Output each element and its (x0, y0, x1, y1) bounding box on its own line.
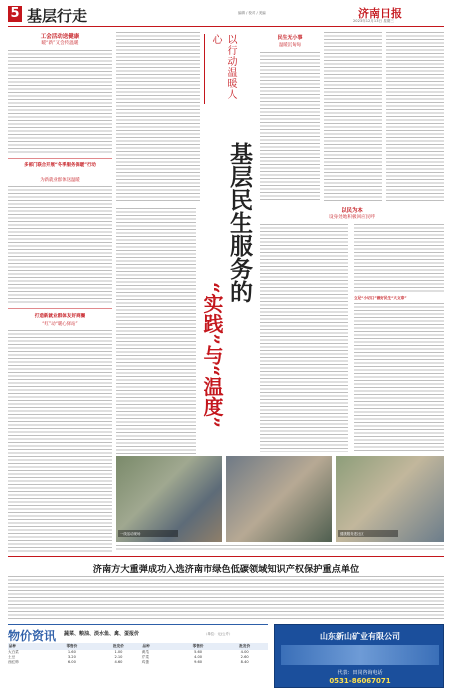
price-cell: 芹菜 (141, 654, 149, 659)
left-article-2-title: 多部门联合开展“冬季服务保暖”行动 (24, 163, 96, 168)
price-header-wholesale: 批发价 (113, 643, 124, 648)
left-article-1-body (8, 50, 112, 154)
photo-right-caption: 健康服务进社区 (338, 530, 398, 537)
price-table (8, 643, 268, 665)
feature-body-left (116, 32, 200, 202)
mid-article-1-title: 民生无小事 (277, 35, 303, 41)
price-cell: 4.00 (240, 650, 249, 655)
left-article-1-subtitle: 暖“新”又会传温暖 (41, 41, 79, 46)
feature-body-lower (116, 208, 196, 468)
price-header-retail-2: 零售价 (192, 643, 204, 648)
ad-phone: 0531-86067071 (329, 677, 391, 685)
feature-vertical-slogan: 以行动温暖人心 (210, 34, 236, 100)
left-article-2-subtitle: 为新就业群体送温暖 (40, 178, 80, 183)
price-section-title: 物价资讯 (8, 629, 57, 643)
left-column (8, 32, 112, 552)
left-article-3-title: 打造新就业群体友好商圈 (34, 314, 86, 319)
price-cell: 1.60 (67, 650, 76, 655)
feature-title-block (224, 142, 256, 362)
mid-article-3-body (354, 303, 444, 452)
paper-name: 济南日报 (358, 7, 402, 20)
mid-article-2-body-b (354, 224, 444, 294)
price-cell: 4.60 (114, 660, 123, 665)
mid-article-1-subtitle: 温暖沉甸甸 (279, 43, 301, 48)
photo-captions-text (116, 545, 444, 551)
left-divider-1 (8, 158, 112, 159)
header-rule (8, 26, 444, 27)
feature-vertical-slogan-box (204, 34, 236, 104)
price-cell: 9.60 (194, 660, 203, 665)
lower-article-rule (8, 556, 444, 557)
left-article-3-body (8, 330, 112, 552)
left-article-1-title: 工会活动送健康 (40, 34, 80, 40)
ad-image-band (281, 645, 439, 665)
table-row (8, 660, 268, 665)
left-article-3-subtitle: “红”动“暖心驿站” (42, 322, 78, 327)
lower-article-title: 济南方大重弹成功入选济南市绿色低碳领域知识产权保护重点单位 (92, 564, 360, 575)
left-article-2-body (8, 186, 112, 304)
price-section-subtitle: 蔬菜、粮油、淡水鱼、禽、蛋报价 (64, 631, 140, 637)
feature-title-block-2 (198, 282, 224, 462)
section-title: 基层行走 (27, 7, 88, 25)
price-header-item: 品种 (8, 643, 16, 648)
price-cell: 3.20 (67, 655, 76, 660)
price-cell: 6.00 (67, 660, 76, 665)
issue-date: 2023年12月13日 星期三 (353, 19, 394, 23)
price-cell: 鸡蛋 (141, 659, 149, 664)
price-cell: 黄瓜 (141, 649, 149, 654)
mid-article-2-subtitle: 设身处地积极回应民呼 (329, 215, 375, 220)
mid-column (260, 32, 444, 452)
price-header-wholesale-2: 批发价 (239, 643, 251, 648)
advertisement (274, 624, 444, 688)
price-cell: 1.00 (114, 650, 123, 655)
mid-column-2-body (324, 32, 382, 202)
lower-article-body (8, 576, 444, 620)
price-cell: 2.60 (240, 655, 249, 660)
price-section (8, 624, 268, 688)
price-header-item-2: 品种 (142, 643, 150, 648)
price-cell: 5.60 (194, 650, 203, 655)
price-header-retail: 零售价 (66, 643, 78, 648)
mid-column-3-body (386, 32, 444, 202)
page-number: 5 (8, 6, 22, 22)
editor-line: 编辑 / 校对 / 美编 (238, 11, 266, 15)
mid-article-1-body (260, 52, 320, 202)
feature-title-line1: 基层民生服务的 (226, 142, 253, 303)
ad-company: 山东新山矿业有限公司 (320, 631, 400, 641)
price-cell: 土豆 (8, 654, 16, 659)
price-cell: 大白菜 (8, 649, 19, 654)
price-cell: 4.00 (194, 655, 203, 660)
photo-left-caption: 一线活动现场 (118, 530, 178, 537)
price-cell: 2.10 (114, 655, 123, 660)
price-unit-note: （单位：元/公斤） (204, 632, 233, 636)
left-divider-2 (8, 308, 112, 309)
price-cell: 8.40 (240, 660, 249, 665)
mid-article-2-body-a (260, 224, 348, 452)
mid-article-2-title: 以民为本 (341, 208, 363, 214)
mid-article-3-title: 立足“小切口”做好民生“大文章” (354, 296, 407, 300)
photo-middle (226, 456, 332, 542)
price-cell: 西红柿 (8, 659, 19, 664)
feature-title-line2: “实践”与“温度” (200, 282, 224, 429)
ad-subline: 代表：田岗咨询电话 (337, 670, 383, 676)
page-header (8, 4, 444, 26)
